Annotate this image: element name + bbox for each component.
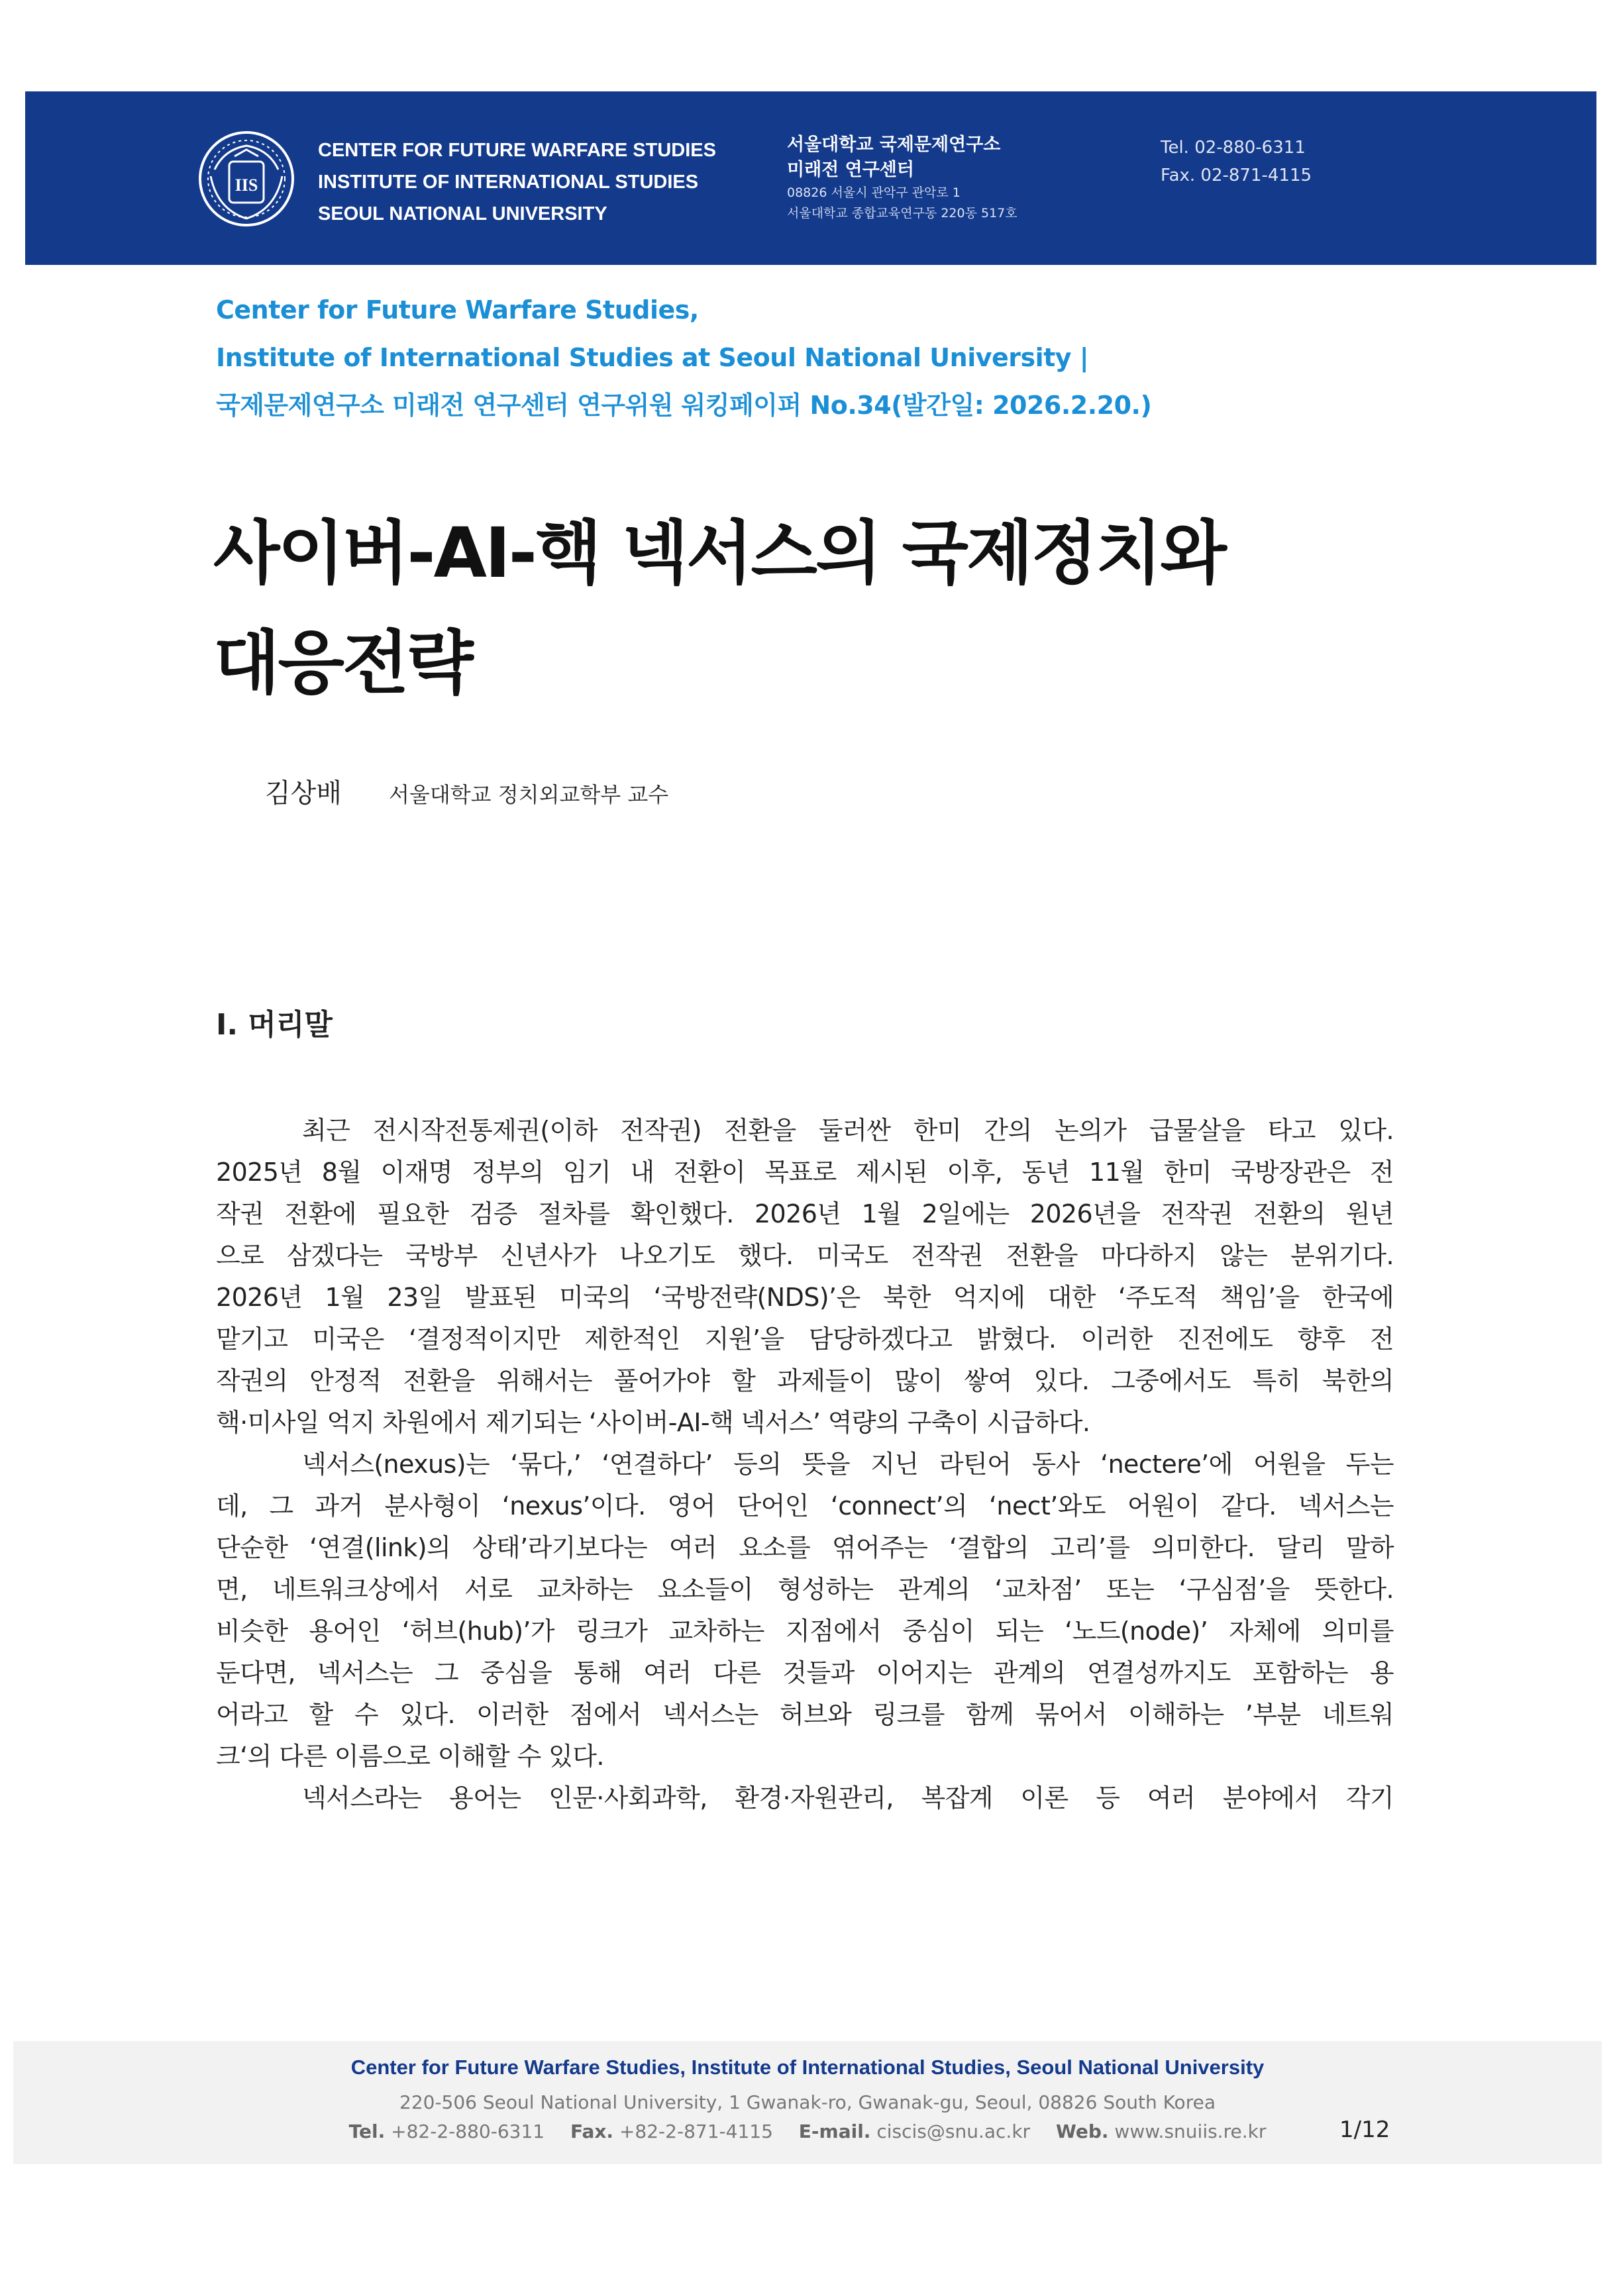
- kr-institute-name: 서울대학교 국제문제연구소: [787, 134, 1001, 155]
- paper-title: [213, 498, 1225, 718]
- footer-fax: +82-2-871-4115: [619, 2121, 773, 2142]
- body-line: 맡기고 미국은 ‘결정적이지만 제한적인 지원’을 담당하겠다고 밝혔다. 이러한 진전에도 향후 전: [216, 1324, 1394, 1354]
- author-affiliation: 서울대학교 정치외교학부 교수: [389, 782, 669, 807]
- body-line: 둔다면, 넥서스는 그 중심을 통해 여러 다른 것들과 이어지는 관계의 연결성까지도 포함하는 용: [216, 1658, 1394, 1687]
- series-line: Center for Future Warfare Studies,: [216, 295, 699, 324]
- footer-email-link[interactable]: ciscis@snu.ac.kr: [876, 2121, 1031, 2142]
- footer-web-label: Web.: [1055, 2121, 1109, 2142]
- kr-center-name: 미래전 연구센터: [787, 160, 914, 180]
- page-number: 1/12: [1339, 2117, 1390, 2143]
- kr-address-line: 08826 서울시 관악구 관악로 1: [787, 185, 961, 200]
- body-line: 어라고 할 수 있다. 이러한 점에서 넥서스는 허브와 링크를 함께 묶어서 이해하는 ’부분 네트워: [216, 1700, 1394, 1729]
- header-fax: Fax. 02-871-4115: [1161, 166, 1312, 185]
- body-line: 2025년 8월 이재명 정부의 임기 내 전환이 목표로 제시된 이후, 동년 11월 한미 국방장관은 전: [216, 1158, 1394, 1187]
- body-line: 면, 네트워크상에서 서로 교차하는 요소들이 형성하는 관계의 ‘교차점’ 또는 ‘구심점’을 뜻한다.: [216, 1575, 1394, 1604]
- author-name: 김상배: [265, 778, 342, 809]
- footer-web-link[interactable]: www.snuiis.re.kr: [1114, 2121, 1267, 2142]
- center-name-line: INSTITUTE OF INTERNATIONAL STUDIES: [318, 172, 699, 193]
- body-line: 넥서스(nexus)는 ‘묶다,’ ‘연결하다’ 등의 뜻을 지닌 라틴어 동사 ‘nectere’에 어원을 두는: [302, 1450, 1394, 1479]
- footer-tel: +82-2-880-6311: [391, 2121, 545, 2142]
- header-contact: [1161, 134, 1312, 189]
- body-line: 으로 삼겠다는 국방부 신년사가 나오기도 했다. 미국도 전작권 전환을 마다하지 않는 분위기다.: [216, 1241, 1394, 1270]
- emblem-text: IIS: [234, 175, 258, 195]
- footer-fax-label: Fax.: [570, 2121, 614, 2142]
- body-line: 핵·미사일 억지 차원에서 제기되는 ‘사이버-AI-핵 넥서스’ 역량의 구축이 시급하다.: [216, 1408, 1090, 1437]
- body-line: 데, 그 과거 분사형이 ‘nexus’이다. 영어 단어인 ‘connect’의 ‘nect’와도 어원이 같다. 넥서스는: [216, 1491, 1394, 1521]
- footer-address: 220-506 Seoul National University, 1 Gwanak-ro, Gwanak-gu, Seoul, 08826 South Korea: [399, 2091, 1216, 2113]
- body-line: 작권의 안정적 전환을 위해서는 풀어가야 할 과제들이 많이 쌓여 있다. 그중에서도 특히 북한의: [216, 1366, 1394, 1395]
- kr-address-line: 서울대학교 종합교육연구동 220동 517호: [787, 206, 1017, 221]
- center-names-kr: [787, 132, 1017, 224]
- body-line: 크‘의 다른 이름으로 이해할 수 있다.: [216, 1742, 604, 1771]
- body-line: 단순한 ‘연결(link)의 상태’라기보다는 여러 요소를 엮어주는 ‘결합의 고리’를 의미한다. 달리 말하: [216, 1533, 1394, 1562]
- series-line: 국제문제연구소 미래전 연구센터 연구위원 워킹페이퍼 No.34(발간일: 2026.2.20.): [216, 391, 1152, 420]
- series-info: [216, 286, 1151, 429]
- body-line: 비슷한 용어인 ‘허브(hub)’가 링크가 교차하는 지점에서 중심이 되는 ‘노드(node)’ 자체에 의미를: [216, 1617, 1394, 1646]
- body-text: [216, 1110, 1394, 1819]
- body-line: 2026년 1월 23일 발표된 미국의 ‘국방전략(NDS)’은 북한 억지에 대한 ‘주도적 책임’을 한국에: [216, 1283, 1394, 1312]
- body-line: 작권 전환에 필요한 검증 절차를 확인했다. 2026년 1월 2일에는 2026년을 전작권 전환의 원년: [216, 1199, 1394, 1228]
- body-line: 넥서스라는 용어는 인문·사회과학, 환경·자원관리, 복잡계 이론 등 여러 분야에서 각기: [302, 1783, 1394, 1813]
- footer-email-label: E-mail.: [798, 2121, 871, 2142]
- center-names-en: [318, 134, 755, 230]
- author-line: [265, 772, 668, 810]
- center-name-line: SEOUL NATIONAL UNIVERSITY: [318, 203, 607, 225]
- section-heading: Ⅰ. 머리말: [216, 1008, 333, 1042]
- body-line: 최근 전시작전통제권(이하 전작권) 전환을 둘러싼 한미 간의 논의가 급물살을 타고 있다.: [302, 1116, 1394, 1145]
- university-emblem: [197, 130, 295, 228]
- center-name-line: CENTER FOR FUTURE WARFARE STUDIES: [318, 140, 716, 161]
- header-tel: Tel. 02-880-6311: [1161, 138, 1306, 158]
- title-line: 대응전략: [213, 623, 472, 703]
- footer-title: Center for Future Warfare Studies, Institute of International Studies, Seoul National University: [350, 2056, 1265, 2079]
- series-line: Institute of International Studies at Seoul National University |: [216, 343, 1089, 372]
- footer-tel-label: Tel.: [348, 2121, 386, 2142]
- title-line: 사이버-AI-핵 넥서스의 국제정치와: [213, 513, 1225, 593]
